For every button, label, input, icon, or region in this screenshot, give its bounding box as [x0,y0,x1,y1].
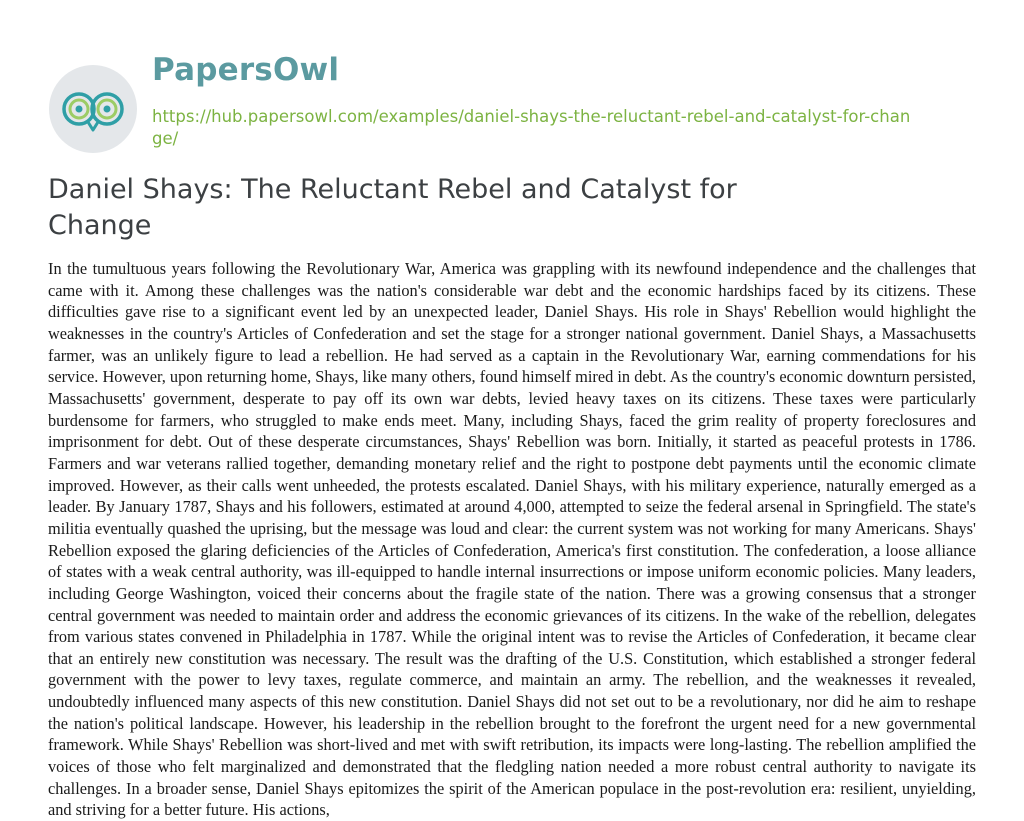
brand-name[interactable]: PapersOwl [152,52,340,88]
document-title: Daniel Shays: The Reluctant Rebel and Catalyst for Change [48,174,737,241]
document-body: In the tumultuous years following the Revolutionary War, America was grappling with its newfound independence and the challenges that came with it. Among these challenges was the nation's considerable war debt and the economic hardships faced by its citizens. These difficulties gave rise to a significant event led by an unexpected leader, Daniel Shays. His role in Shays' Rebellion would highlight the weaknesses in the country's Articles of Confederation and set the stage for a stronger national government. Daniel Shays, a Massachusetts farmer, was an unlikely figure to lead a rebellion. He had served as a captain in the Revolutionary War, earning commendations for his service. However, upon returning home, Shays, like many others, found himself mired in debt. As the country's economic downturn persisted, Massachusetts' government, desperate to pay off its own war debts, levied heavy taxes on its citizens. These taxes were particularly burdensome for farmers, who struggled to make ends meet. Many, including Shays, faced the grim reality of property foreclosures and imprisonment for debt. Out of these desperate circumstances, Shays' Rebellion was born. Initially, it started as peaceful protests in 1786. Farmers and war veterans rallied together, demanding monetary relief and the right to postpone debt payments until the economic climate improved. However, as their calls went unheeded, the protests escalated. Daniel Shays, with his military experience, naturally emerged as a leader. By January 1787, Shays and his followers, estimated at around 4,000, attempted to seize the federal arsenal in Springfield. The state's militia eventually quashed the uprising, but the message was loud and clear: the current system was not working for many Americans. Shays' Rebellion exposed the glaring deficiencies of the Articles of Confederation, America's first constitution. The confederation, a loose alliance of states with a weak central authority, was ill-equipped to handle internal insurrections or impose uniform economic policies. Many leaders, including George Washington, voiced their concerns about the fragile state of the nation. There was a growing consensus that a stronger central government was needed to maintain order and address the economic grievances of its citizens. In the wake of the rebellion, delegates from various states convened in Philadelphia in 1787. While the original intent was to revise the Articles of Confederation, it became clear that an entirely new constitution was necessary. The result was the drafting of the U.S. Constitution, which established a stronger federal government with the power to levy taxes, regulate commerce, and maintain an army. The rebellion, and the weaknesses it revealed, undoubtedly influenced many aspects of this new constitution. Daniel Shays did not set out to be a revolutionary, nor did he aim to reshape the nation's political landscape. However, his leadership in the rebellion brought to the forefront the urgent need for a new governmental framework. While Shays' Rebellion was short-lived and met with swift retribution, its impacts were long-lasting. The rebellion amplified the voices of those who felt marginalized and demonstrated that the fledgling nation needed a more robust central authority to navigate its challenges. In a broader sense, Daniel Shays epitomizes the spirit of the American populace in the post-revolution era: resilient, unyielding, and striving for a better future. His actions, [48,259,976,820]
owl-eyes-icon [48,64,138,154]
site-header [48,50,948,160]
source-url-link[interactable]: https://hub.papersowl.com/examples/daniel-shays-the-reluctant-rebel-and-catalyst-for-change/ [152,107,911,148]
